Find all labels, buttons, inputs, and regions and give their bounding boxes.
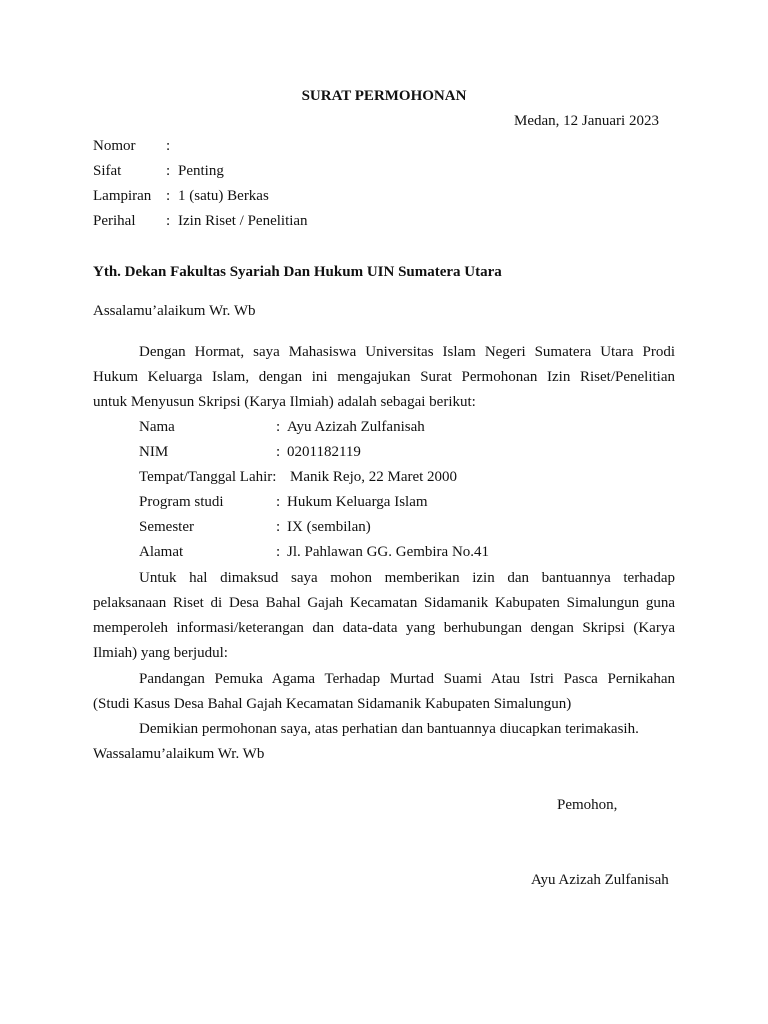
field-colon: :	[166, 188, 171, 204]
detail-label-semester: Semester	[139, 519, 194, 535]
detail-value-nama: Ayu Azizah Zulfanisah	[287, 419, 425, 435]
letter-title: SURAT PERMOHONAN	[301, 88, 467, 104]
detail-colon: :	[276, 519, 281, 535]
recipient-line: Yth. Dekan Fakultas Syariah Dan Hukum UIN Sumatera Utara	[93, 264, 502, 280]
field-colon: :	[166, 213, 171, 229]
signature-role: Pemohon,	[557, 797, 618, 813]
detail-label-alamat: Alamat	[139, 544, 184, 560]
field-colon: :	[166, 138, 171, 154]
field-label-sifat: Sifat	[93, 163, 122, 179]
detail-colon: :	[276, 494, 281, 510]
field-label-perihal: Perihal	[93, 213, 136, 229]
closing-line: Demikian permohonan saya, atas perhatian dan bantuannya diucapkan terimakasih.	[139, 721, 639, 737]
farewell: Wassalamu’alaikum Wr. Wb	[93, 746, 265, 762]
detail-value-nim: 0201182119	[287, 444, 361, 460]
detail-colon: :	[276, 444, 281, 460]
detail-value-prodi: Hukum Keluarga Islam	[287, 494, 428, 510]
intro-line-2: Hukum Keluarga Islam, dengan ini mengajukan Surat Permohonan Izin Riset/Penelitian	[93, 369, 675, 385]
field-colon: :	[166, 163, 171, 179]
detail-value-semester: IX (sembilan)	[287, 519, 371, 535]
thesis-title-line-1: Pandangan Pemuka Agama Terhadap Murtad Suami Atau Istri Pasca Pernikahan	[139, 671, 675, 687]
detail-label-prodi: Program studi	[139, 494, 224, 510]
detail-colon: :	[276, 419, 281, 435]
field-label-lampiran: Lampiran	[93, 188, 152, 204]
intro-line-3: untuk Menyusun Skripsi (Karya Ilmiah) adalah sebagai berikut:	[93, 394, 476, 410]
letter-date: Medan, 12 Januari 2023	[514, 113, 659, 129]
signature-name: Ayu Azizah Zulfanisah	[531, 872, 669, 888]
detail-value-ttl: Manik Rejo, 22 Maret 2000	[290, 469, 458, 485]
field-value-sifat: Penting	[178, 163, 224, 179]
purpose-line-2: pelaksanaan Riset di Desa Bahal Gajah Kecamatan Sidamanik Kabupaten Simalungun guna	[93, 595, 675, 611]
field-label-nomor: Nomor	[93, 138, 136, 154]
detail-colon: :	[276, 544, 281, 560]
detail-label-nama: Nama	[139, 419, 175, 435]
field-value-lampiran: 1 (satu) Berkas	[178, 188, 269, 204]
detail-label-ttl: Tempat/Tanggal Lahir:	[139, 469, 277, 485]
purpose-line-1: Untuk hal dimaksud saya mohon memberikan izin dan bantuannya terhadap	[139, 570, 675, 586]
thesis-title-line-2: (Studi Kasus Desa Bahal Gajah Kecamatan Sidamanik Kabupaten Simalungun)	[93, 696, 572, 712]
intro-line-1: Dengan Hormat, saya Mahasiswa Universitas Islam Negeri Sumatera Utara Prodi	[139, 344, 675, 360]
purpose-line-3: memperoleh informasi/keterangan dan data-data yang berhubungan dengan Skripsi (Karya	[93, 620, 675, 636]
purpose-line-4: Ilmiah) yang berjudul:	[93, 645, 228, 661]
greeting: Assalamu’alaikum Wr. Wb	[93, 303, 256, 319]
detail-value-alamat: Jl. Pahlawan GG. Gembira No.41	[287, 544, 490, 560]
field-value-perihal: Izin Riset / Penelitian	[178, 213, 308, 229]
detail-label-nim: NIM	[139, 444, 169, 460]
